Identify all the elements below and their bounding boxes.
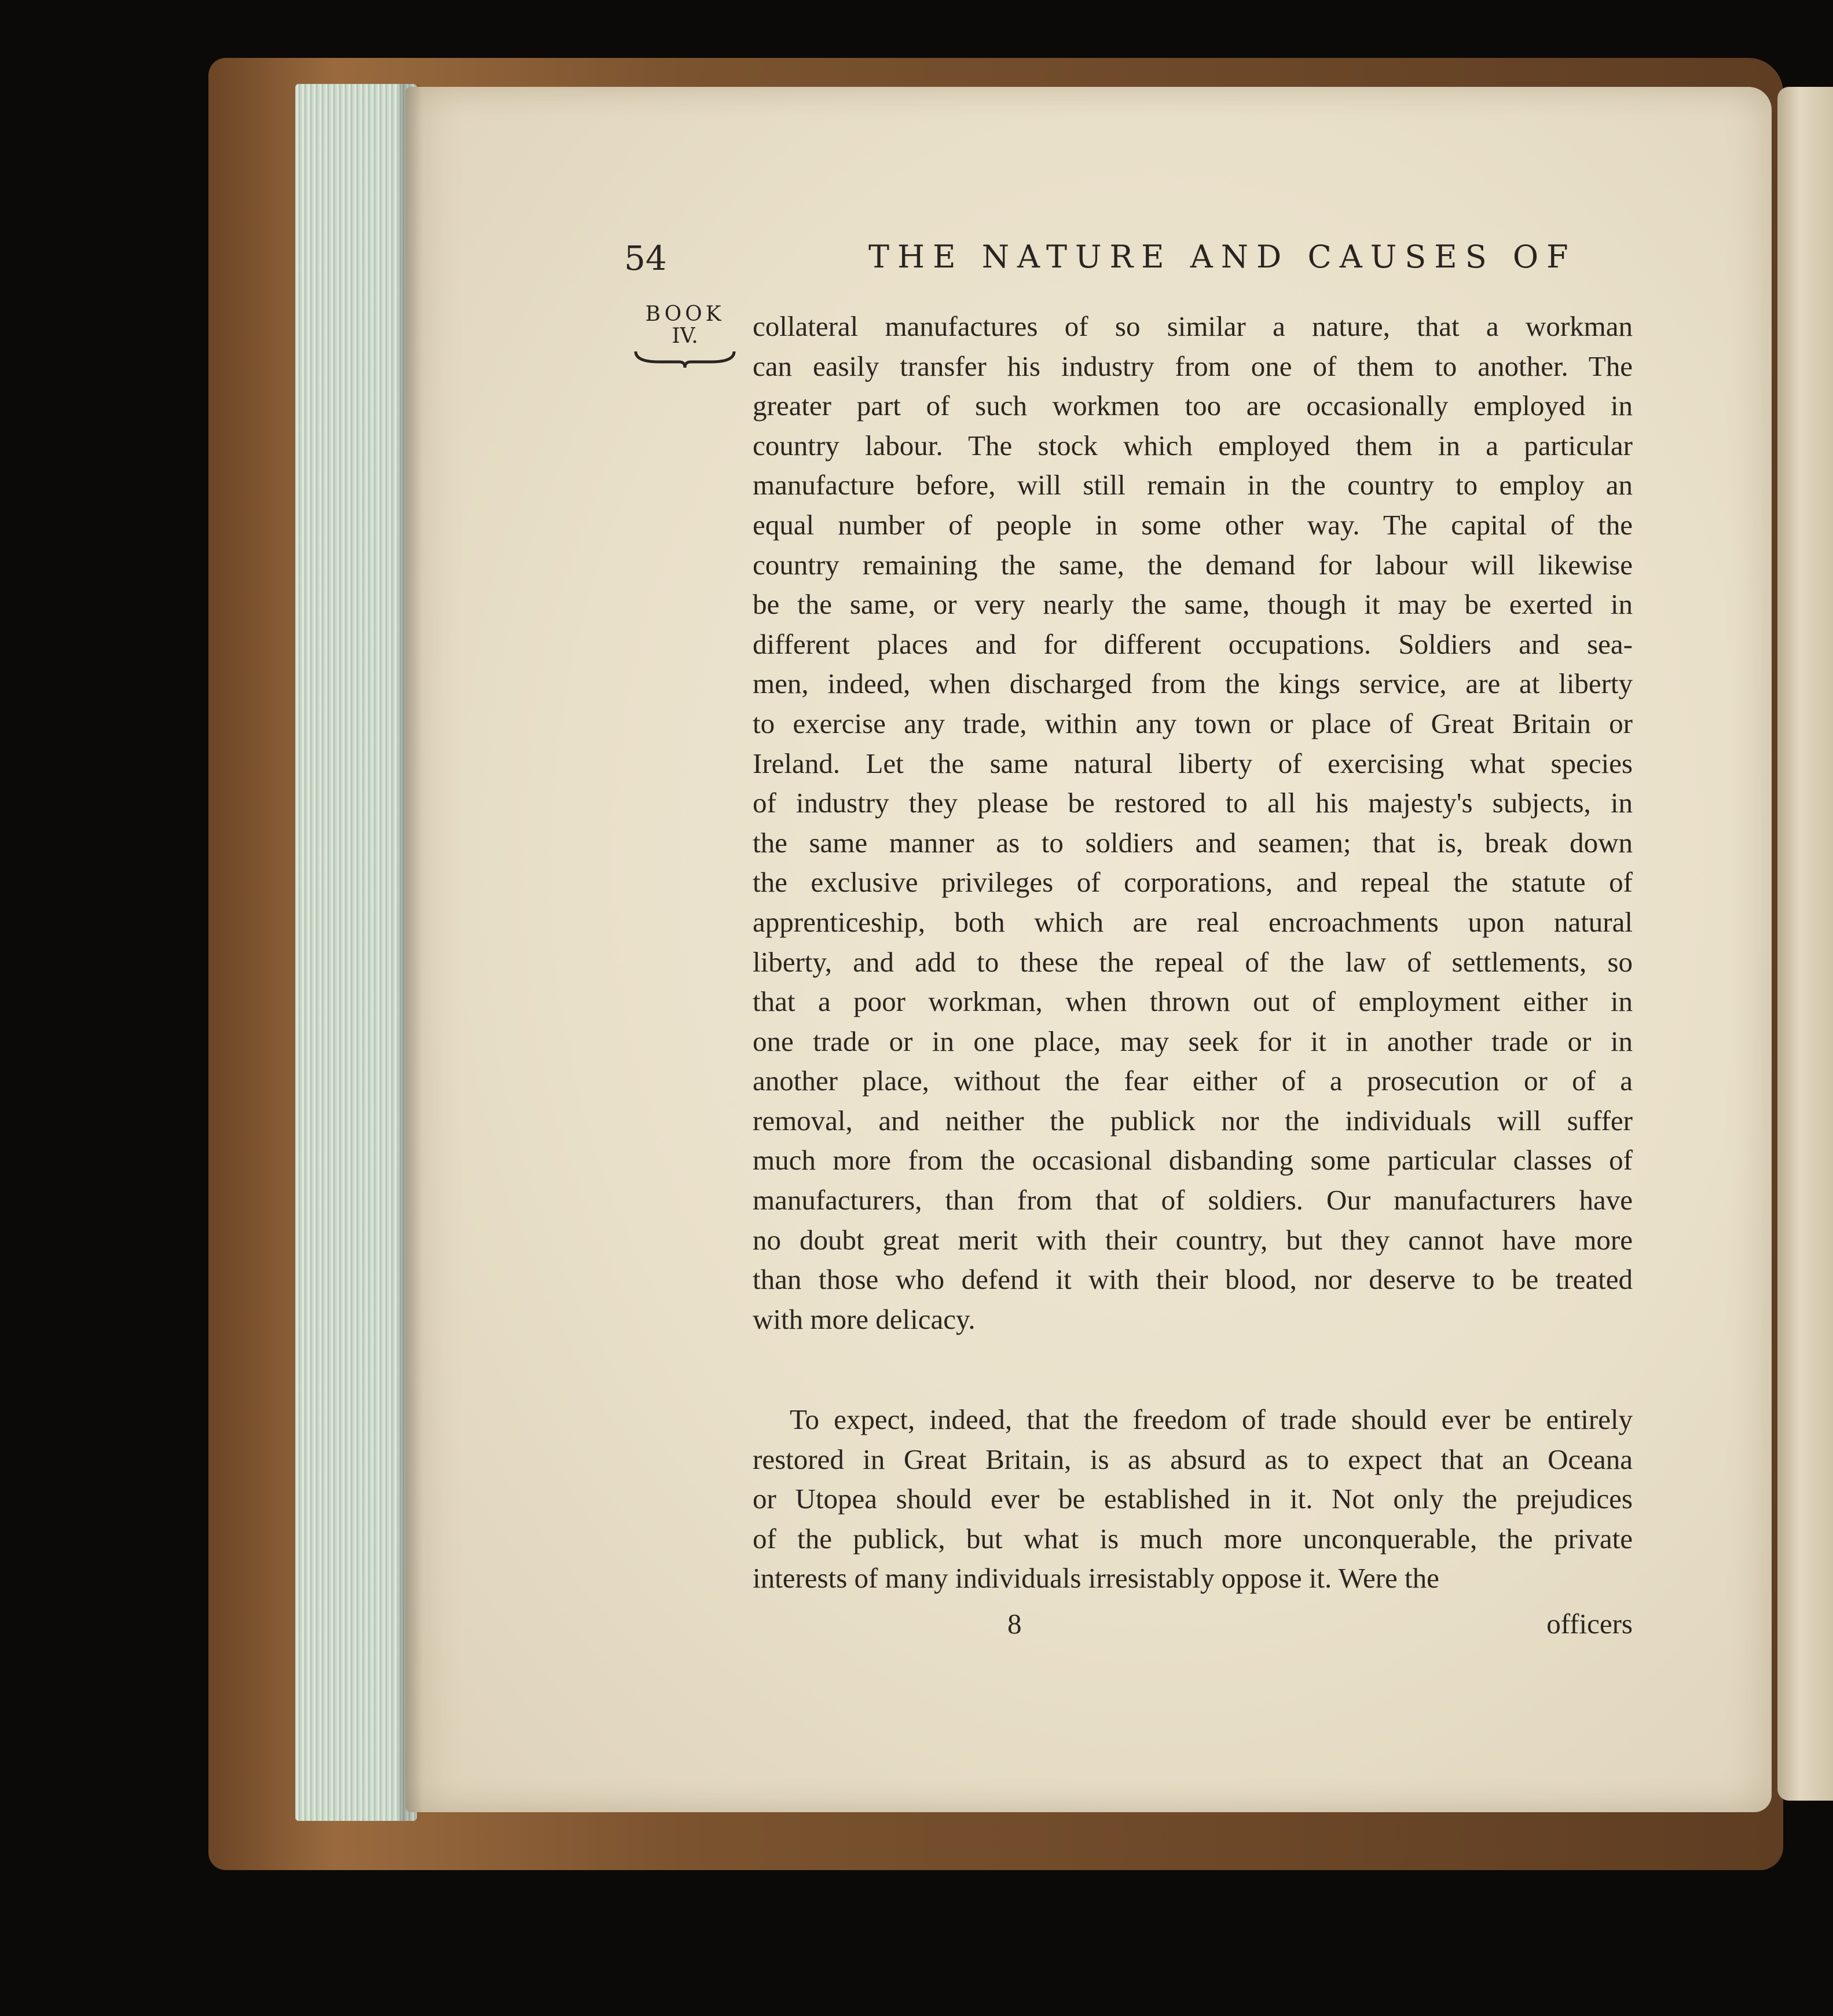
text-line: removal, and neither the publick nor the individuals will suffer (753, 1104, 1633, 1137)
paragraph-2 (753, 1400, 1633, 1599)
catchword: officers (1546, 1608, 1633, 1640)
running-title: THE NATURE AND CAUSES OF (868, 239, 1577, 275)
page-number: 54 (624, 239, 667, 278)
margin-book-label: BOOK (645, 302, 725, 326)
text-line: different places and for different occupations. Soldiers and sea- (753, 628, 1633, 660)
text-line: restored in Great Britain, is as absurd as to expect that an Oceana (753, 1443, 1633, 1475)
text-line: another place, without the fear either of a prosecution or of a (753, 1065, 1633, 1097)
text-line: no doubt great merit with their country, but they cannot have more (753, 1223, 1633, 1256)
text-line: can easily transfer his industry from one of them to another. The (753, 350, 1633, 382)
text-line: or Utopea should ever be established in it. Not only the prejudices (753, 1483, 1633, 1515)
text-line: equal number of people in some other way. The capital of the (753, 508, 1633, 541)
text-line: that a poor workman, when thrown out of employment either in (753, 985, 1633, 1018)
text-line: with more delicacy. (753, 1303, 976, 1335)
text-line: be the same, or very nearly the same, though it may be exerted in (753, 588, 1633, 621)
text-line: manufacturers, than from that of soldiers. Our manufacturers have (753, 1184, 1633, 1216)
paragraph-1 (753, 307, 1633, 1339)
text-line: the same manner as to soldiers and seamen; that is, break down (753, 826, 1633, 859)
text-line: apprenticeship, both which are real encroachments upon natural (753, 906, 1633, 938)
text-line: country labour. The stock which employed them in a particular (753, 429, 1633, 461)
text-line: one trade or in one place, may seek for it in another trade or in (753, 1025, 1633, 1057)
margin-volume-label: IV. (672, 324, 698, 348)
text-line: greater part of such workmen too are occasionally employed in (753, 390, 1633, 422)
text-line: collateral manufactures of so similar a nature, that a workman (753, 310, 1633, 342)
margin-note (630, 302, 740, 370)
text-line: To expect, indeed, that the freedom of trade should ever be entirely (790, 1403, 1633, 1435)
text-line: the exclusive privileges of corporations, and repeal the statute of (753, 866, 1633, 899)
page-edges (295, 84, 417, 1821)
text-line: much more from the occasional disbanding some particular classes of (753, 1144, 1633, 1176)
text-line: liberty, and add to these the repeal of the law of settlements, so (753, 945, 1633, 978)
text-line: than those who defend it with their blood, nor deserve to be treated (753, 1263, 1633, 1296)
signature-mark: 8 (1007, 1608, 1022, 1640)
text-line: manufacture before, will still remain in the country to employ an (753, 469, 1633, 501)
brace-icon (630, 347, 740, 370)
text-line: of industry they please be restored to all his majesty's subjects, in (753, 787, 1633, 819)
text-line: to exercise any trade, within any town or place of Great Britain or (753, 707, 1633, 739)
text-line: interests of many individuals irresistably oppose it. Were the (753, 1562, 1439, 1595)
facing-page-edge (1777, 87, 1833, 1801)
text-line: of the publick, but what is much more unconquerable, the private (753, 1522, 1633, 1555)
text-line: Ireland. Let the same natural liberty of exercising what species (753, 747, 1633, 779)
text-line: country remaining the same, the demand for labour will likewise (753, 548, 1633, 581)
text-line: men, indeed, when discharged from the kings service, are at liberty (753, 668, 1633, 700)
gutter-shadow (399, 84, 423, 1821)
